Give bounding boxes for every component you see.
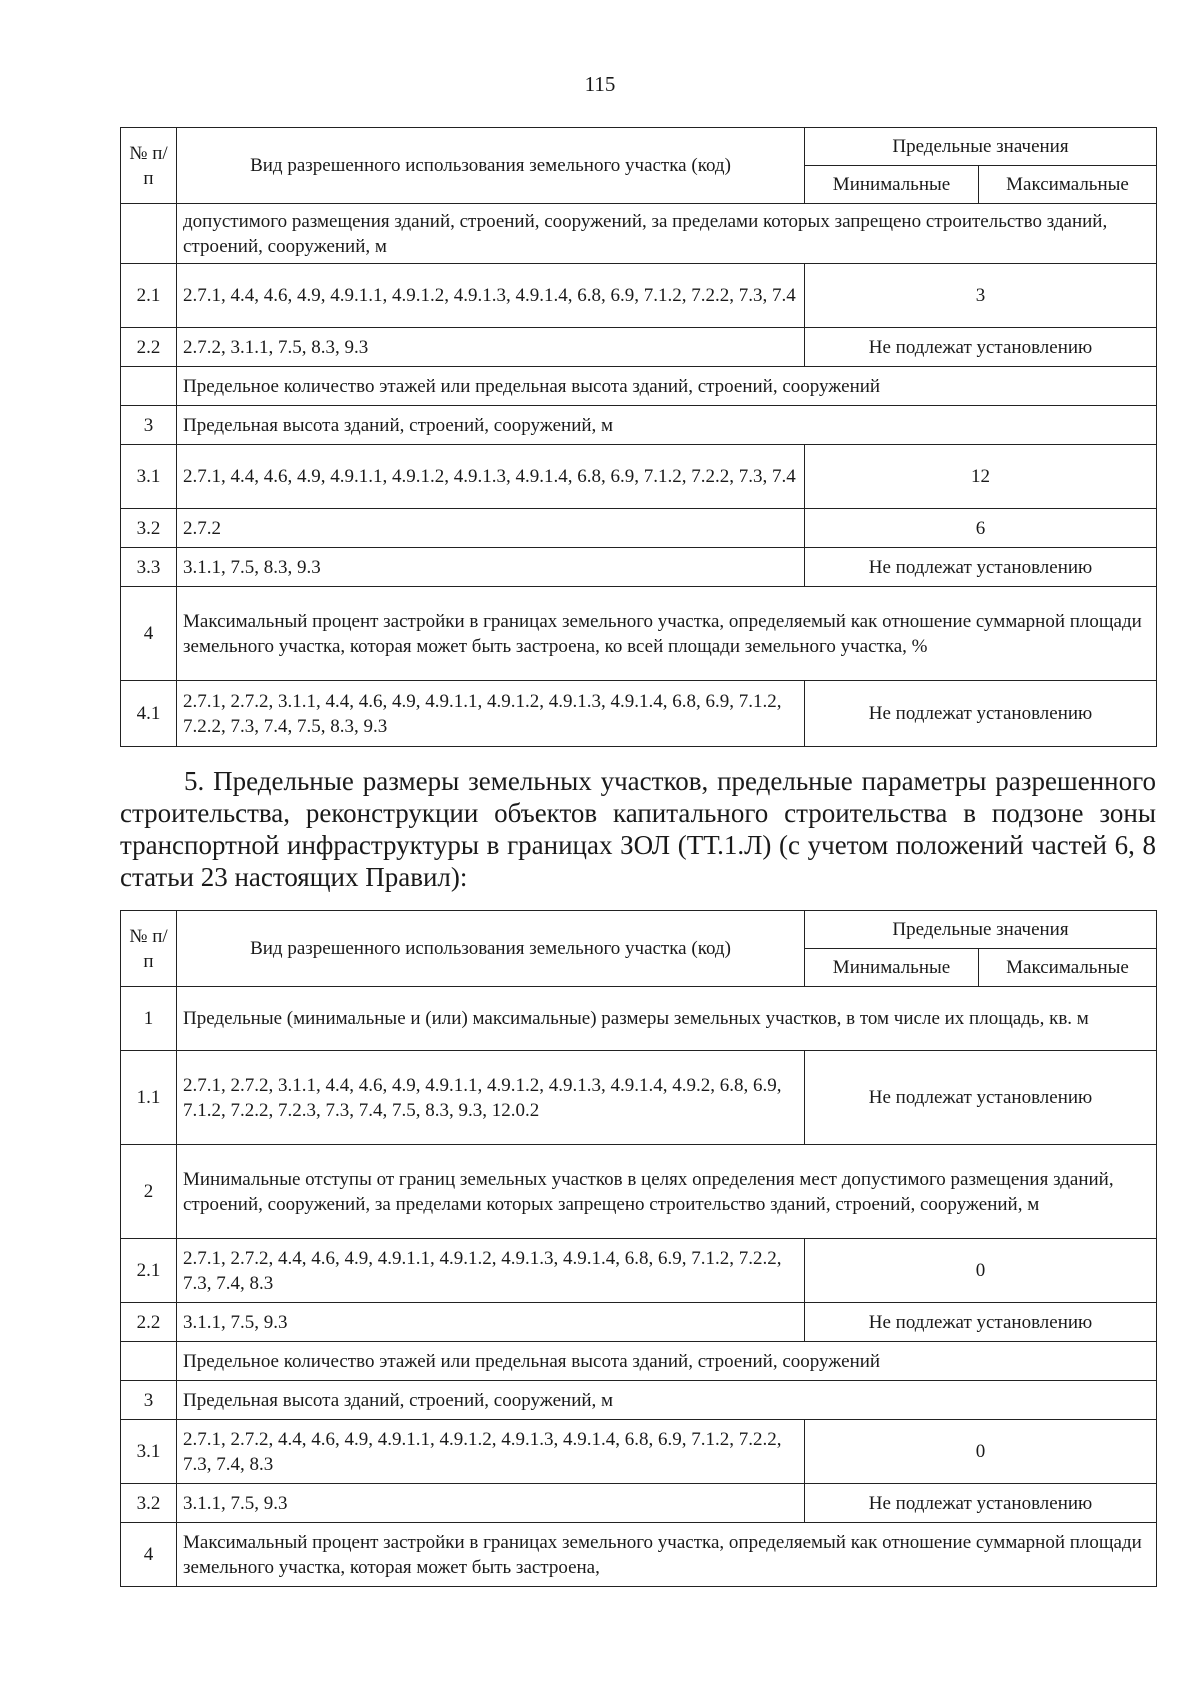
table-row <box>121 681 1157 747</box>
limits-table-2 <box>120 910 1157 1587</box>
table-row <box>121 1484 1157 1523</box>
row-number: 3.1 <box>121 445 177 509</box>
row-codes: 2.7.1, 2.7.2, 4.4, 4.6, 4.9, 4.9.1.1, 4.9.1.2, 4.9.1.3, 4.9.1.4, 6.8, 6.9, 7.1.2, 7.2.2, 7.3, 7.4, 8.3 <box>177 1239 805 1303</box>
table-row <box>121 987 1157 1051</box>
row-description: Максимальный процент застройки в границах земельного участка, определяемый как отношение суммарной площади земельного участка, которая может быть застроена, ко всей площади земельного участка, % <box>177 587 1157 681</box>
table-row <box>121 1381 1157 1420</box>
row-number: 2.2 <box>121 328 177 367</box>
row-description: Предельная высота зданий, строений, сооружений, м <box>177 1381 1157 1420</box>
row-description: Максимальный процент застройки в границах земельного участка, определяемый как отношение суммарной площади земельного участка, которая может быть застроена, <box>177 1523 1157 1587</box>
row-codes: 2.7.1, 4.4, 4.6, 4.9, 4.9.1.1, 4.9.1.2, 4.9.1.3, 4.9.1.4, 6.8, 6.9, 7.1.2, 7.2.2, 7.3, 7.4 <box>177 264 805 328</box>
header-max: Максимальные <box>979 166 1157 204</box>
row-number: 1.1 <box>121 1051 177 1145</box>
table-row <box>121 1420 1157 1484</box>
row-description: Минимальные отступы от границ земельных участков в целях определения мест допустимого размещения зданий, строений, сооружений, за пределами которых запрещено строительство зданий, строений, сооружений, м <box>177 1145 1157 1239</box>
row-value: 6 <box>805 509 1157 548</box>
header-num: № п/п <box>121 128 177 204</box>
header-type: Вид разрешенного использования земельного участка (код) <box>177 128 805 204</box>
table1-body <box>121 204 1157 747</box>
row-number: 1 <box>121 987 177 1051</box>
header-min: Минимальные <box>805 166 979 204</box>
table2-body <box>121 987 1157 1587</box>
row-number: 4.1 <box>121 681 177 747</box>
row-codes: 2.7.1, 4.4, 4.6, 4.9, 4.9.1.1, 4.9.1.2, 4.9.1.3, 4.9.1.4, 6.8, 6.9, 7.1.2, 7.2.2, 7.3, 7.4 <box>177 445 805 509</box>
row-value: Не подлежат установлению <box>805 1484 1157 1523</box>
row-number <box>121 367 177 406</box>
row-number: 2.1 <box>121 264 177 328</box>
header-limits: Предельные значения <box>805 911 1157 949</box>
header-type: Вид разрешенного использования земельного участка (код) <box>177 911 805 987</box>
row-codes: 2.7.1, 2.7.2, 3.1.1, 4.4, 4.6, 4.9, 4.9.1.1, 4.9.1.2, 4.9.1.3, 4.9.1.4, 6.8, 6.9, 7.1.2, 7.2.2, 7.3, 7.4, 7.5, 8.3, 9.3 <box>177 681 805 747</box>
limits-table-1 <box>120 127 1157 747</box>
table-row <box>121 406 1157 445</box>
section-5-paragraph: 5. Предельные размеры земельных участков, предельные параметры разрешенного строительства, реконструкции объектов капитального строительства в подзоне зоны транспортной инфраструктуры в границах ЗОЛ (ТТ.1.Л) (с учетом положений частей 6, 8 статьи 23 настоящих Правил): <box>120 766 1156 892</box>
table-row <box>121 509 1157 548</box>
table-row <box>121 367 1157 406</box>
header-row <box>121 911 1157 949</box>
row-description: Предельные (минимальные и (или) максимальные) размеры земельных участков, в том числе их площадь, кв. м <box>177 987 1157 1051</box>
table-row <box>121 204 1157 264</box>
table-row <box>121 548 1157 587</box>
row-value: Не подлежат установлению <box>805 1051 1157 1145</box>
row-value: 0 <box>805 1239 1157 1303</box>
row-codes: 2.7.1, 2.7.2, 3.1.1, 4.4, 4.6, 4.9, 4.9.1.1, 4.9.1.2, 4.9.1.3, 4.9.1.4, 4.9.2, 6.8, 6.9, 7.1.2, 7.2.2, 7.2.3, 7.3, 7.4, 7.5, 8.3, 9.3, 12.0.2 <box>177 1051 805 1145</box>
row-description: Предельная высота зданий, строений, сооружений, м <box>177 406 1157 445</box>
row-description: Предельное количество этажей или предельная высота зданий, строений, сооружений <box>177 367 1157 406</box>
row-codes: 3.1.1, 7.5, 9.3 <box>177 1303 805 1342</box>
row-value: 3 <box>805 264 1157 328</box>
row-number: 2 <box>121 1145 177 1239</box>
row-number <box>121 204 177 264</box>
row-description: допустимого размещения зданий, строений, сооружений, за пределами которых запрещено строительство зданий, строений, сооружений, м <box>177 204 1157 264</box>
header-row <box>121 128 1157 166</box>
row-codes: 2.7.2 <box>177 509 805 548</box>
row-value: Не подлежат установлению <box>805 328 1157 367</box>
row-codes: 2.7.1, 2.7.2, 4.4, 4.6, 4.9, 4.9.1.1, 4.9.1.2, 4.9.1.3, 4.9.1.4, 6.8, 6.9, 7.1.2, 7.2.2, 7.3, 7.4, 8.3 <box>177 1420 805 1484</box>
row-number: 3.3 <box>121 548 177 587</box>
row-value: Не подлежат установлению <box>805 1303 1157 1342</box>
row-codes: 2.7.2, 3.1.1, 7.5, 8.3, 9.3 <box>177 328 805 367</box>
header-max: Максимальные <box>979 949 1157 987</box>
row-value: Не подлежат установлению <box>805 681 1157 747</box>
table-row <box>121 1303 1157 1342</box>
row-number <box>121 1342 177 1381</box>
table-row <box>121 1342 1157 1381</box>
header-min: Минимальные <box>805 949 979 987</box>
table-row <box>121 1239 1157 1303</box>
header-limits: Предельные значения <box>805 128 1157 166</box>
table-row <box>121 1051 1157 1145</box>
page-number: 115 <box>584 72 616 96</box>
row-number: 3.2 <box>121 1484 177 1523</box>
table-row <box>121 1145 1157 1239</box>
row-codes: 3.1.1, 7.5, 9.3 <box>177 1484 805 1523</box>
row-number: 4 <box>121 587 177 681</box>
table-row <box>121 264 1157 328</box>
row-number: 3.2 <box>121 509 177 548</box>
table-row <box>121 328 1157 367</box>
header-num: № п/п <box>121 911 177 987</box>
row-number: 3 <box>121 406 177 445</box>
row-codes: 3.1.1, 7.5, 8.3, 9.3 <box>177 548 805 587</box>
row-value: 0 <box>805 1420 1157 1484</box>
row-description: Предельное количество этажей или предельная высота зданий, строений, сооружений <box>177 1342 1157 1381</box>
row-value: 12 <box>805 445 1157 509</box>
row-value: Не подлежат установлению <box>805 548 1157 587</box>
table-row <box>121 445 1157 509</box>
row-number: 2.1 <box>121 1239 177 1303</box>
row-number: 4 <box>121 1523 177 1587</box>
table-row <box>121 587 1157 681</box>
row-number: 3.1 <box>121 1420 177 1484</box>
row-number: 2.2 <box>121 1303 177 1342</box>
row-number: 3 <box>121 1381 177 1420</box>
table-row <box>121 1523 1157 1587</box>
